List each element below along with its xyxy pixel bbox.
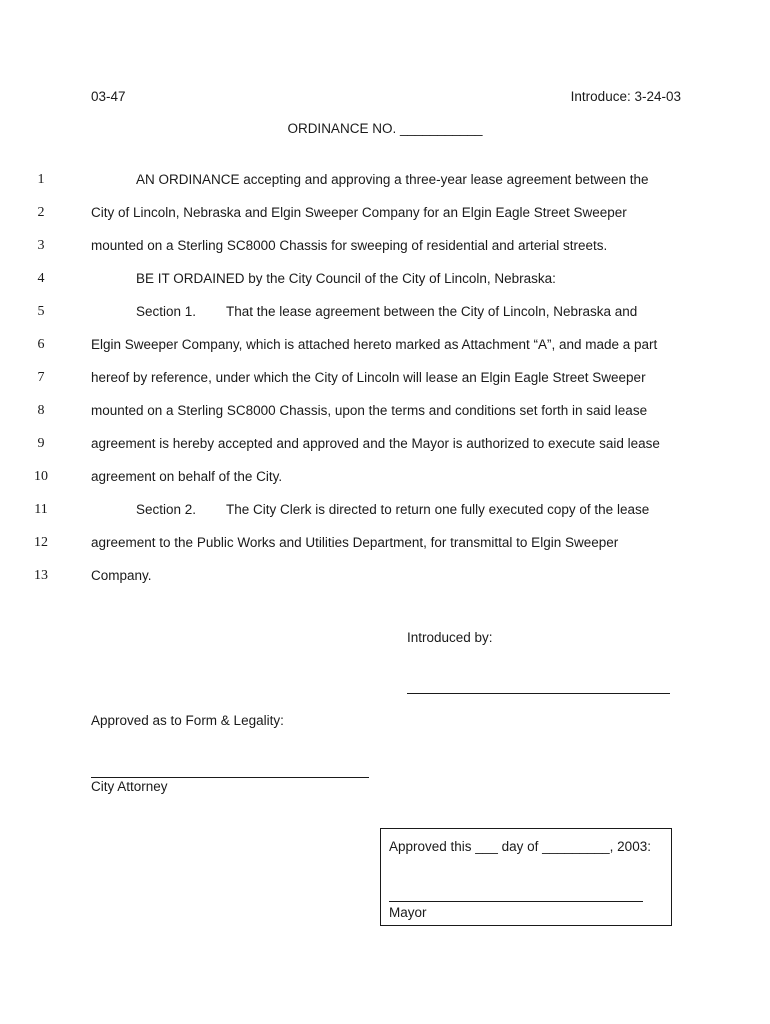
line-text: AN ORDINANCE accepting and approving a three-year lease agreement between the <box>136 172 649 187</box>
body-line-10 <box>0 467 770 500</box>
line-number: 12 <box>34 535 48 550</box>
line-number: 4 <box>37 271 45 286</box>
line-number: 10 <box>34 469 48 484</box>
body-line-1 <box>0 170 770 203</box>
ordinance-title: ORDINANCE NO. ___________ <box>287 121 483 136</box>
line-text: mounted on a Sterling SC8000 Chassis for sweeping of residential and arterial streets. <box>91 238 608 253</box>
line-number: 9 <box>37 436 45 451</box>
line-text: mounted on a Sterling SC8000 Chassis, upon the terms and conditions set forth in said lease <box>91 403 648 418</box>
line-number: 6 <box>37 337 45 352</box>
line-text <box>136 502 649 517</box>
body-line-8 <box>0 401 770 434</box>
line-number: 3 <box>37 238 45 253</box>
line-text: agreement on behalf of the City. <box>91 469 283 484</box>
body-line-11 <box>0 500 770 533</box>
section-text: That the lease agreement between the City of Lincoln, Nebraska and <box>226 304 638 319</box>
mayor-approval-box <box>380 828 672 926</box>
line-number: 7 <box>37 370 45 385</box>
body-line-3 <box>0 236 770 269</box>
section-label: Section 1. <box>136 304 197 319</box>
introduced-by-signature-line <box>407 681 670 694</box>
line-text: Elgin Sweeper Company, which is attached hereto marked as Attachment “A”, and made a part <box>91 337 658 352</box>
city-attorney-signature-line <box>91 765 369 778</box>
line-text: Company. <box>91 568 152 583</box>
line-text: BE IT ORDAINED by the City Council of the City of Lincoln, Nebraska: <box>136 271 556 286</box>
line-number: 8 <box>37 403 45 418</box>
line-number: 1 <box>37 172 45 187</box>
section-text: The City Clerk is directed to return one fully executed copy of the lease <box>226 502 650 517</box>
line-number: 11 <box>34 502 48 517</box>
body-line-9 <box>0 434 770 467</box>
line-text: agreement is hereby accepted and approved and the Mayor is authorized to execute said lease <box>91 436 660 451</box>
line-text <box>136 304 637 319</box>
line-text: hereof by reference, under which the City of Lincoln will lease an Elgin Eagle Street Sweeper <box>91 370 646 385</box>
body-line-5 <box>0 302 770 335</box>
mayor-label: Mayor <box>389 905 427 920</box>
body-line-6 <box>0 335 770 368</box>
introduced-by-label: Introduced by: <box>407 630 493 645</box>
line-number: 13 <box>34 568 48 583</box>
mayor-approved-text: Approved this ___ day of _________, 2003: <box>389 839 651 854</box>
approved-form-label: Approved as to Form & Legality: <box>91 713 284 728</box>
city-attorney-label: City Attorney <box>91 779 168 794</box>
line-text: City of Lincoln, Nebraska and Elgin Sweeper Company for an Elgin Eagle Street Sweeper <box>91 205 627 220</box>
introduce-date: Introduce: 3-24-03 <box>570 89 681 104</box>
body-line-2 <box>0 203 770 236</box>
body-line-12 <box>0 533 770 566</box>
line-number: 5 <box>37 304 45 319</box>
body-line-4 <box>0 269 770 302</box>
line-number: 2 <box>37 205 45 220</box>
body-line-13 <box>0 566 770 599</box>
line-text: agreement to the Public Works and Utilities Department, for transmittal to Elgin Sweeper <box>91 535 619 550</box>
mayor-signature-line <box>389 891 643 902</box>
section-label: Section 2. <box>136 502 197 517</box>
ordinance-number: 03-47 <box>91 89 126 104</box>
body-line-7 <box>0 368 770 401</box>
ordinance-body <box>0 170 770 599</box>
